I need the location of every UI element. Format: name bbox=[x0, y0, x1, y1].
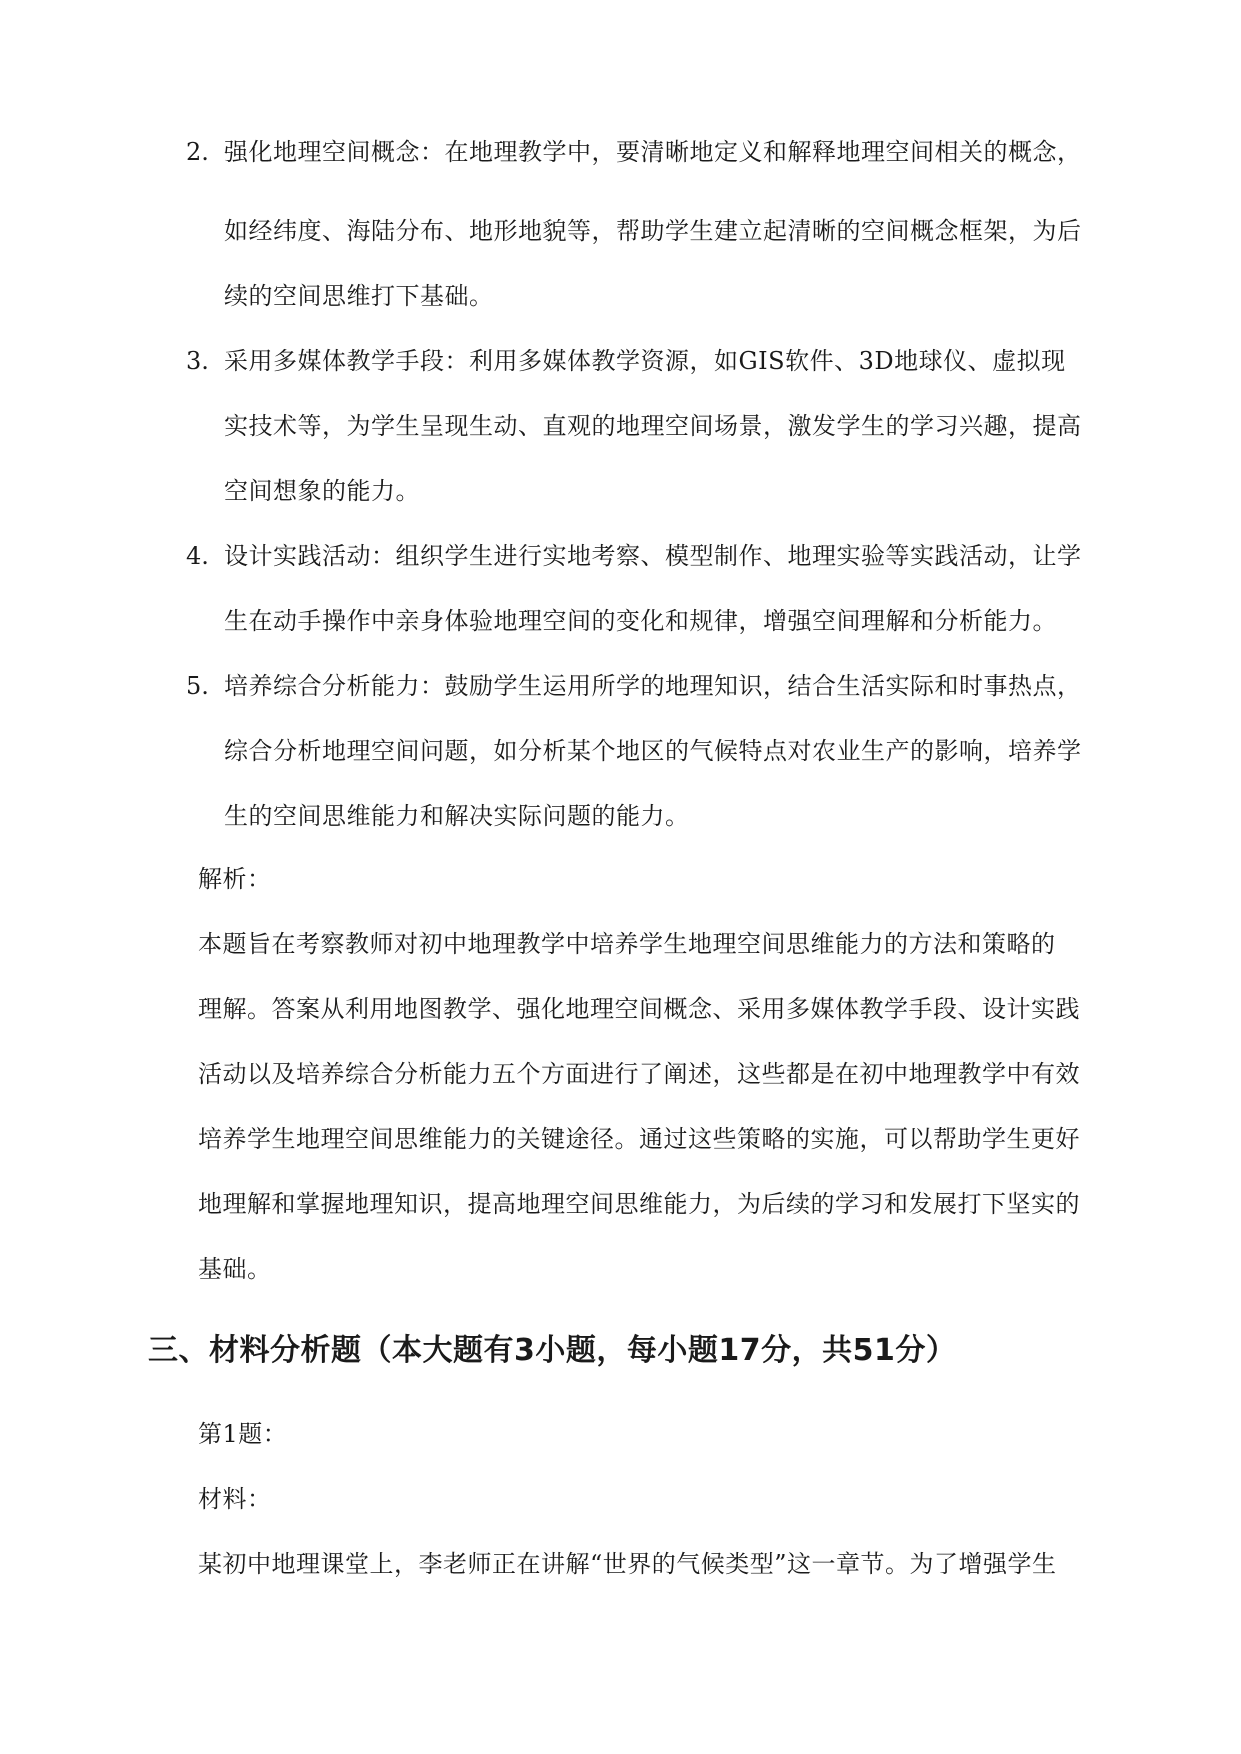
question-label: 第1题： bbox=[198, 1420, 288, 1448]
material-line-1: 某初中地理课堂上，李老师正在讲解“世界的气候类型”这一章节。为了增强学生 bbox=[198, 1550, 1057, 1578]
analysis-line-1: 本题旨在考察教师对初中地理教学中培养学生地理空间思维能力的方法和策略的 bbox=[198, 930, 1056, 958]
section-heading: 三、材料分析题（本大题有3小题，每小题17分，共51分） bbox=[148, 1333, 957, 1368]
item-number: 2. bbox=[186, 138, 209, 166]
analysis-line-6: 基础。 bbox=[198, 1255, 272, 1283]
analysis-line-5: 地理解和掌握地理知识，提高地理空间思维能力，为后续的学习和发展打下坚实的 bbox=[198, 1190, 1080, 1218]
item-5-line-1: 培养综合分析能力：鼓励学生运用所学的地理知识，结合生活实际和时事热点， bbox=[224, 672, 1082, 700]
item-2-line-1: 强化地理空间概念：在地理教学中，要清晰地定义和解释地理空间相关的概念， bbox=[224, 138, 1082, 166]
item-2-line-3: 续的空间思维打下基础。 bbox=[224, 282, 494, 310]
item-5-line-2: 综合分析地理空间问题，如分析某个地区的气候特点对农业生产的影响，培养学 bbox=[224, 737, 1082, 765]
item-number: 5. bbox=[186, 672, 209, 700]
analysis-label: 解析： bbox=[198, 865, 272, 893]
analysis-line-4: 培养学生地理空间思维能力的关键途径。通过这些策略的实施，可以帮助学生更好 bbox=[198, 1125, 1080, 1153]
item-3-line-3: 空间想象的能力。 bbox=[224, 477, 420, 505]
item-3-line-2: 实技术等，为学生呈现生动、直观的地理空间场景，激发学生的学习兴趣，提高 bbox=[224, 412, 1082, 440]
item-4-line-1: 设计实践活动：组织学生进行实地考察、模型制作、地理实验等实践活动，让学 bbox=[224, 542, 1082, 570]
analysis-line-3: 活动以及培养综合分析能力五个方面进行了阐述，这些都是在初中地理教学中有效 bbox=[198, 1060, 1080, 1088]
item-number: 3. bbox=[186, 347, 209, 375]
item-5-line-3: 生的空间思维能力和解决实际问题的能力。 bbox=[224, 802, 690, 830]
item-number: 4. bbox=[186, 542, 209, 570]
item-4-line-2: 生在动手操作中亲身体验地理空间的变化和规律，增强空间理解和分析能力。 bbox=[224, 607, 1057, 635]
item-3-line-1: 采用多媒体教学手段：利用多媒体教学资源，如GIS软件、3D地球仪、虚拟现 bbox=[224, 347, 1066, 375]
material-label: 材料： bbox=[198, 1485, 272, 1513]
item-2-line-2: 如经纬度、海陆分布、地形地貌等，帮助学生建立起清晰的空间概念框架，为后 bbox=[224, 217, 1082, 245]
analysis-line-2: 理解。答案从利用地图教学、强化地理空间概念、采用多媒体教学手段、设计实践 bbox=[198, 995, 1080, 1023]
